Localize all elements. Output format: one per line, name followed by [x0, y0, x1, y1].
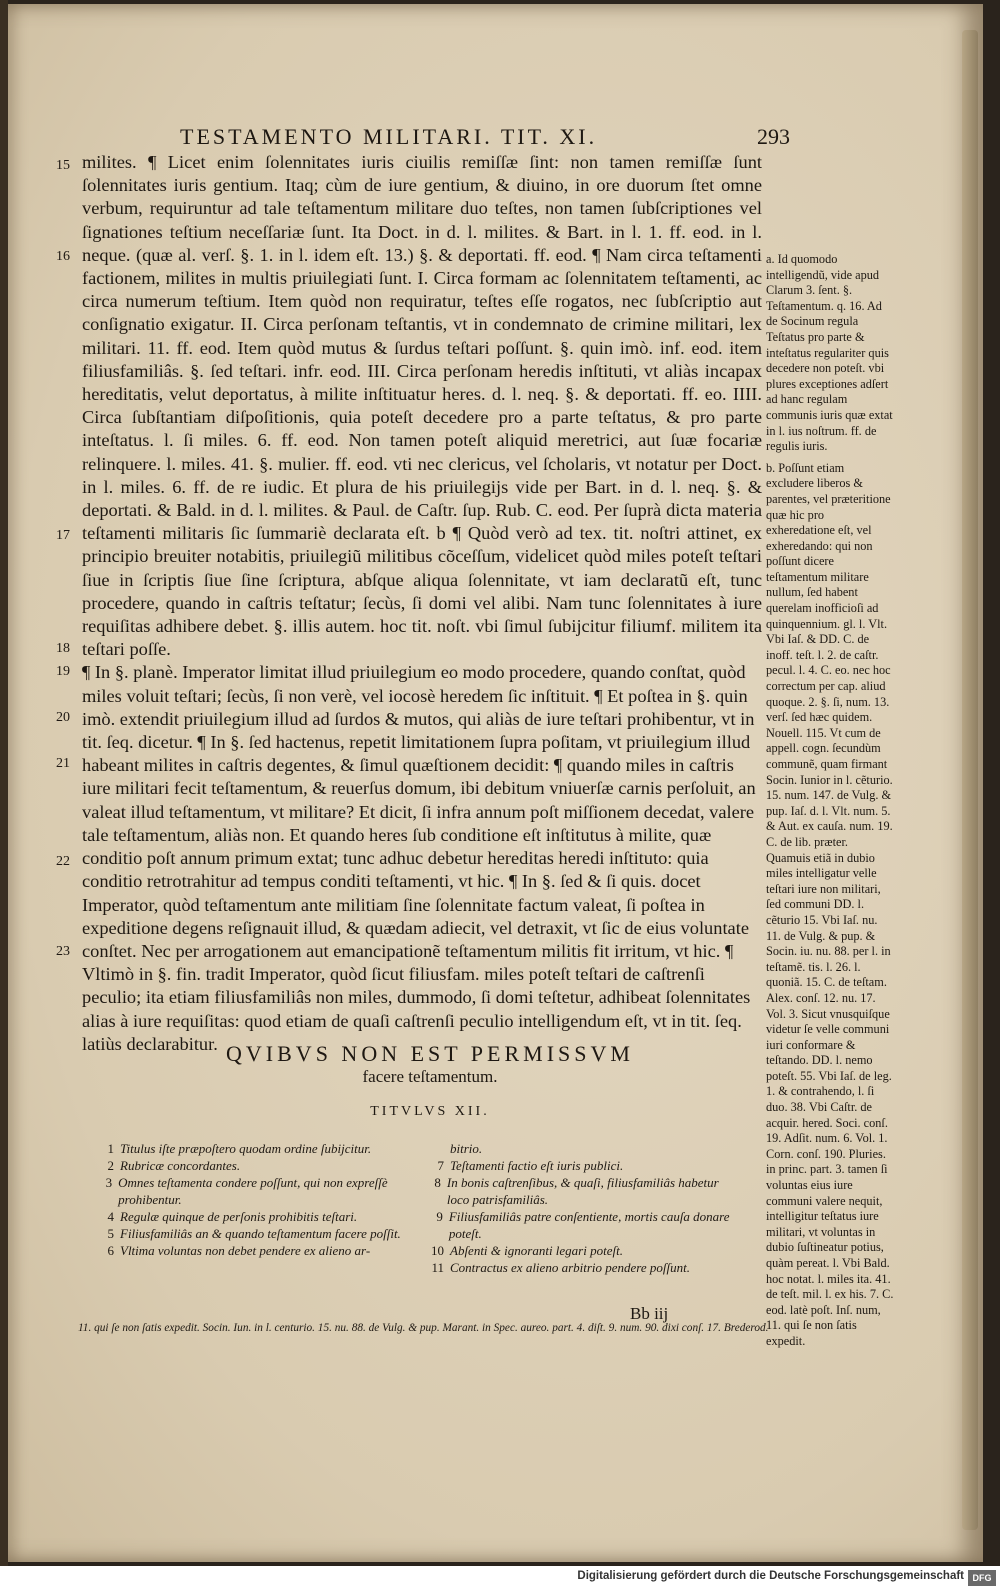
margin-notes — [766, 252, 894, 1356]
book-binding-edge — [0, 0, 8, 1566]
margin-note: b. Poſſunt etiam excludere liberos & parentes, vel præteritione quæ hic pro exheredatione eſt, vel exheredando: qui non poſſunt dicere teſtamentum militare nullum, ſed habent querelam inofficioſi ad quinquennium. gl. l. Vlt. Vbi Iaſ. & DD. C. de inoff. teſt. l. 2. de caſtr. pecul. l. 4. C. eo. nec hoc correctum per cap. aliud quoque. 2. §. ſi, num. 13. verſ. ſed hæc quidem. Nouell. 115. Vt cum de appell. cogn. ſecundùm communẽ, quam firmant Socin. Iunior in l. cẽturio. 15. num. 147. de Vulg. & pup. Iaſ. d. l. Vlt. num. 5. & Aut. ex cauſa. num. 19. C. de lib. præter. Quamuis etiã in dubio miles intelligatur velle teſtari iure non militari, ſed communi DD. l. cẽturio 15. Vbi Iaſ. nu. 11. de Vulg. & pup. & Socin. iu. nu. 88. per l. in teſtamẽ. tis. l. 26. l. quoniã. 15. C. de teſtam. Alex. conſ. 12. nu. 17. Vol. 3. Sicut vnusquiſque videtur ſe velle communi iuri conformare & teſtando. DD. l. nemo poteſt. 55. Vbi Iaſ. de leg. 1. & contrahendo, l. ſi duo. 38. Vbi Caſtr. de acquir. hered. Soci. conſ. 19. Adſit. num. 6. Vol. 1. Corn. conſ. 190. Pluries. in princ. part. 3. tamen ſi voluntas eius iure communi valere nequit, intelligitur teſtatus iure militari, vt voluntas in dubio ſuſtineatur potius, quàm pereat. l. Vbi Bald. hoc notat. l. miles ita. 41. de teſt. mil. l. ex his. 7. C. eod. latè poſt. Inſ. num, 11. qui ſe non ſatis expedit. — [766, 460, 894, 1348]
section-title: QVIBVS NON EST PERMISSVM — [226, 1041, 634, 1066]
summary-item: 2 Rubricæ concordantes. — [107, 1158, 241, 1173]
line-number: 22 — [56, 854, 70, 869]
summary-item: 7 Teſtamenti factio eſt iuris publici. — [437, 1158, 624, 1173]
body-paragraph: ¶ In §. planè. Imperator limitat illud priuilegium eo modo procedere, quando conſtat, quòd miles voluit teſtari; ſecùs, ſi non verè, vel iocosè heredem ſic inſtituit. ¶ Et poſtea in §. quin imò. extendit priuilegium illud ad ſurdos & mutos, qui aliàs de iure teſtari prohibentur, vt in tit. ſeq. dicetur. ¶ In §. ſed hactenus, repetit limitationem ſupra poſitam, vt priuilegium illud habeant milites in caſtris degentes, & ſimul quæſtionem decidit: ¶ quando miles in caſtris iure militari fecit teſtamentum, & reuerſus domum, ibi debitum vniuerſæ carnis perſoluit, an valeat illud teſtamentum, vt militare? Et dicit, ſi infra annum poſt miſſionem decedat, valere tale teſtamentum, aliàs non. Et quando heres ſub conditione eſt inſtitutus à milite, quæ conditio poſt annum primum extat; tunc adhuc debetur hereditas heredi inſtituto: quia conditio retrotrahitur ad tempus conditi teſtamenti, vt hic. ¶ In §. ſed & ſi quis. docet Imperator, quòd teſtamentum ante militiam ſine ſolennitate factum valeat, ſi poſtea in expeditione degens reſignauit illud, & quædam adiecit, vel detraxit, vt ſic de eius voluntate conſtet. Nec per arrogationem aut emancipationẽ teſtamentum militis fit irritum, vt hic. ¶ Vltimò in §. fin. tradit Imperator, quòd ſicut filiusfam. miles poteſt teſtari de caſtrenſi peculio; ita etiam filiusfamiliâs non miles, dummodo, ſi domi teſtetur, adhibeat ſolennitates alias à iure requiſitas: quod etiam de quaſi caſtrenſi peculio intelligendum eſt, vt in tit. ſeq. latiùs declarabitur. — [82, 662, 756, 1054]
summary-item: 9 Filiusfamiliâs patre conſentiente, mortis cauſa donare poteſt. — [436, 1209, 730, 1241]
summary-item: 1 Titulus iſte præpoſtero quodam ordine ſubijcitur. — [107, 1141, 372, 1156]
summary-item: 8 In bonis caſtrenſibus, & quaſi, filiusfamiliâs habetur loco patrisfamiliâs. — [434, 1175, 719, 1207]
line-number: 16 — [56, 249, 70, 264]
page-edge-stack — [962, 30, 978, 1530]
summary-item: 11 Contractus ex alieno arbitrio pendere poſſunt. — [431, 1260, 690, 1275]
summary-item: 6 Vltima voluntas non debet pendere ex alieno ar- — [107, 1243, 371, 1258]
main-text — [82, 151, 762, 1056]
summary-item: 4 Regulæ quinque de perſonis prohibitis teſtari. — [107, 1209, 358, 1224]
credit-bar — [0, 1568, 1000, 1590]
footnote-line: 11. qui ſe non ſatis expedit. Socin. Iun. in l. centurio. 15. nu. 88. de Vulg. & pup. Marant. in Spec. aureo. part. 4. diſt. 9. num. 90. dixi conſ. 17. Brederod. — [78, 1322, 769, 1334]
line-number: 23 — [56, 944, 70, 959]
summary-column-left — [100, 1140, 410, 1259]
summary-item: 5 Filiusfamiliâs an & quando teſtamentum facere poſſit. — [107, 1226, 401, 1241]
line-number: 18 — [56, 641, 70, 656]
page-number: 293 — [757, 124, 790, 149]
line-number: 20 — [56, 710, 70, 725]
summary-item: bitrio. — [450, 1141, 483, 1156]
line-number: 17 — [56, 528, 70, 543]
dfg-logo: DFG — [968, 1570, 996, 1586]
margin-note: a. Id quomodo intelligendũ, vide apud Clarum 3. ſent. §. Teſtamentum. q. 16. Ad de Socinum regula Teſtatus pro parte & inteſtatus regulariter quis decedere non poteſt. vbi plures exceptiones adſert ad hanc regulam communis iuris quæ extat in l. ius noſtrum. ff. de regulis iuris. — [766, 252, 893, 454]
summary-item: 3 Omnes teſtamenta condere poſſunt, qui non expreſſè prohibentur. — [105, 1175, 388, 1207]
signature-mark: Bb iij — [630, 1304, 669, 1323]
line-number: 21 — [56, 756, 70, 771]
running-header — [180, 124, 790, 150]
line-number: 19 — [56, 664, 70, 679]
summary-item: 10 Abſenti & ignoranti legari poteſt. — [431, 1243, 623, 1258]
titulus-heading: TITVLVS XII. — [370, 1104, 490, 1119]
body-paragraph: milites. ¶ Licet enim ſolennitates iuris ciuilis remiſſæ ſint: non tamen remiſſæ ſunt ſolennitates iuris gentium. Itaq; cùm de iure gentium, & diuino, in ore duorum ſtet omne verbum, requiruntur ad tale teſtamentum militare duo teſtes, non tamen ſubſcriptiones vel ſignationes teſtium neceſſariæ ſunt. Ita Doct. in d. l. milites. & Bart. in l. 1. ff. eod. in l. neque. (quæ al. verſ. §. 1. in l. idem eſt. 13.) §. & deportati. ff. eod. ¶ Nam circa teſtamenti factionem, milites in multis priuilegiati ſunt. I. Circa formam ac ſolennitatem teſtamenti, ac circa numerum teſtium. Item quòd non requiratur, teſtes eſſe rogatos, nec ſubſcriptio aut conſignatio exigatur. II. Circa perſonam teſtantis, vt in condemnato de crimine militari, lex militari. 11. ff. eod. Item quòd mutus & ſurdus teſtari poſſunt. §. quin imò. inf. eod. item filiusfamiliâs. §. ſed teſtari. infr. eod. III. Circa perſonam heredis inſtituti, vt aliàs incapax hereditatis, velut deportatus, à milite inſtituatur heres. d. l. neq. §. & deportati. ff. eo. IIII. Circa ſubſtantiam diſpoſitionis, quia poteſt decedere pro a parte teſtatus, & pro parte inteſtatus. l. ſi miles. 6. ff. eod. Non tamen poteſt aliquid meretrici, aut ſuæ focariæ relinquere. l. miles. 41. §. mulier. ff. eod. vti nec clericus, vel ſcholaris, vt notatur per Doct. in l. miles. 6. ff. de re iudic. Et plura de his priuilegijs vide per Bart. in d. l. neq. §. & deportati. & Bald. in d. l. milites. & Paul. de Caſtr. ſup. Rub. C. eod. Per ſuprà dicta materia teſtamenti militaris ſic ſummariè declarata eſt. b ¶ Quòd verò ad tex. tit. noſtri attinet, ex principio breuiter notabitis, priuilegiũ militibus cõceſſum, videlicet quòd miles poteſt teſtari ſiue in ſcriptis ſiue ſine ſcriptura, abſque aliqua ſolennitate, vt iam declaratũ eſt, tunc procedere, quando in caſtris teſtatur; ſecùs, ſi domi vel alibi. Nam tunc ſolennitates à iure requiſitas adhibere debet. §. illis autem. hoc tit. noſt. vbi ſimul ſubijcitur filiumf. militem ita teſtari poſſe. — [82, 152, 762, 660]
funding-credit: Digitalisierung gefördert durch die Deutsche Forschungsgemeinschaft — [577, 1570, 964, 1582]
section-subtitle: facere teſtamentum. — [362, 1067, 498, 1086]
summary-column-right — [430, 1140, 740, 1276]
running-title: TESTAMENTO MILITARI. TIT. XI. — [180, 124, 598, 149]
line-number: 15 — [56, 158, 70, 173]
